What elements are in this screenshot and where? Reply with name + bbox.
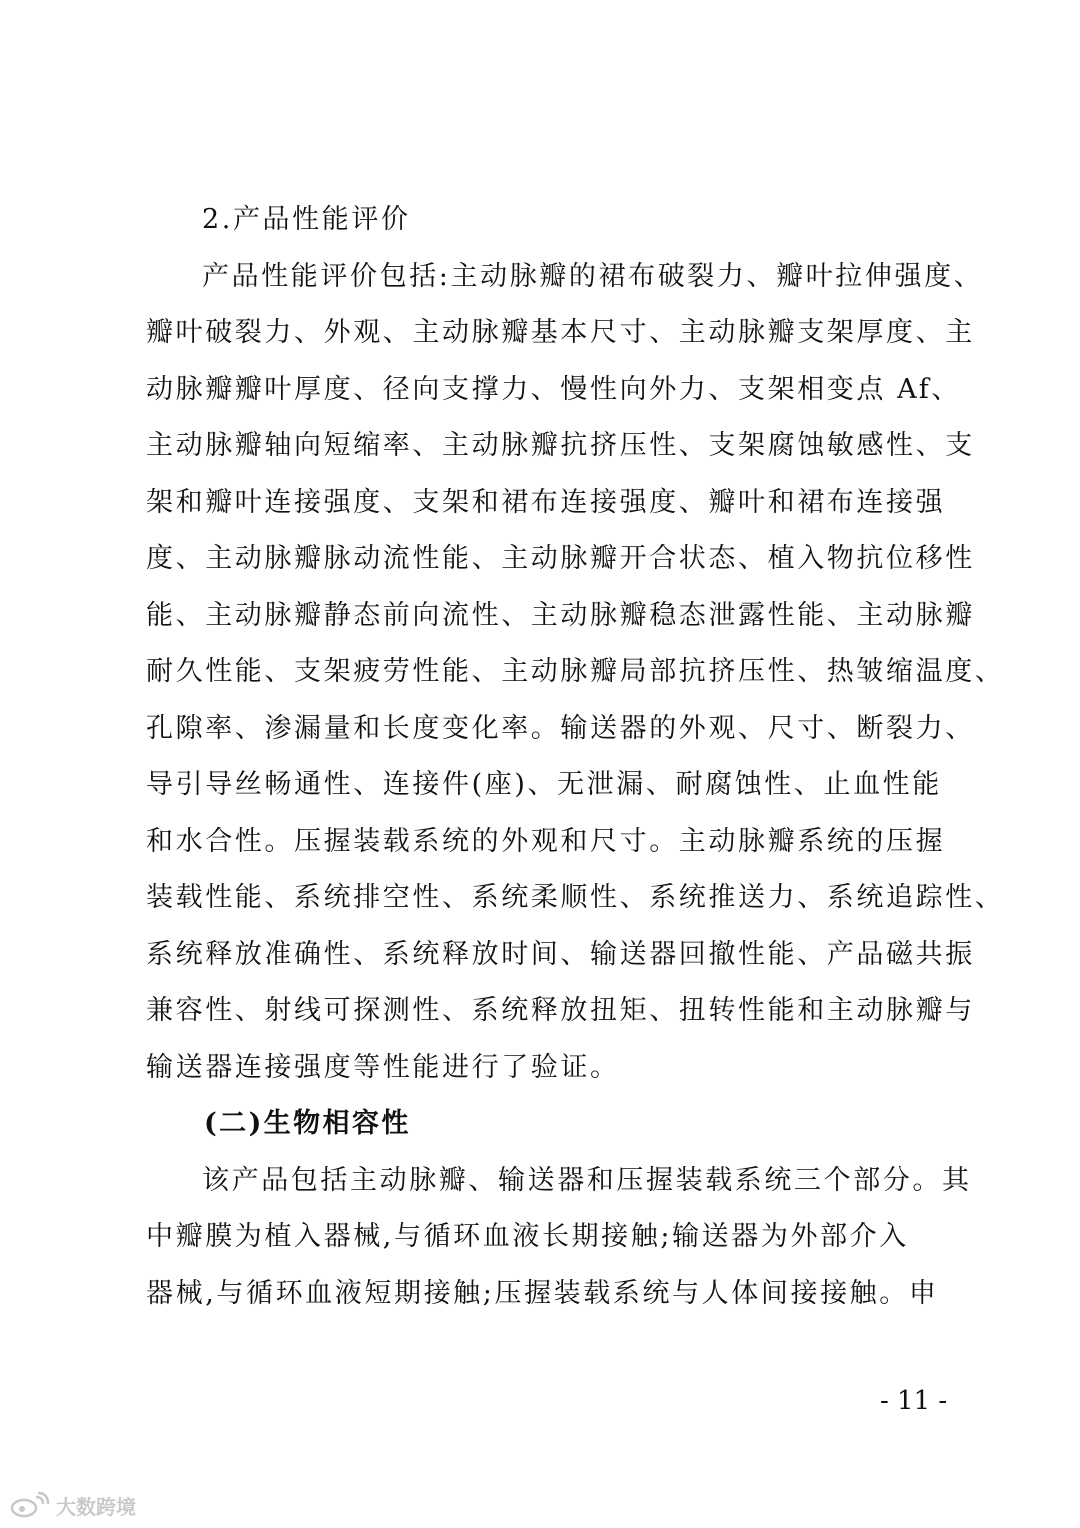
paragraph-line: 架和瓣叶连接强度、支架和裙布连接强度、瓣叶和裙布连接强 [146,487,946,518]
paragraph-line: 耐久性能、支架疲劳性能、主动脉瓣局部抗挤压性、热皱缩温度、 [146,656,1005,687]
section-heading: 2.产品性能评价 [202,204,411,235]
paragraph-line: 和水合性。压握装载系统的外观和尺寸。主动脉瓣系统的压握 [146,826,946,857]
paragraph-line: 动脉瓣瓣叶厚度、径向支撑力、慢性向外力、支架相变点 Af、 [146,374,961,405]
watermark [10,1490,136,1520]
paragraph-line: 器械,与循环血液短期接触;压握装载系统与人体间接接触。申 [146,1278,939,1309]
watermark-text: 大数跨境 [56,1494,136,1519]
subsection-heading: (二)生物相容性 [204,1108,411,1139]
paragraph-line: 能、主动脉瓣静态前向流性、主动脉瓣稳态泄露性能、主动脉瓣 [146,600,975,631]
paragraph-line: 瓣叶破裂力、外观、主动脉瓣基本尺寸、主动脉瓣支架厚度、主 [146,317,975,348]
paragraph-line: 装载性能、系统排空性、系统柔顺性、系统推送力、系统追踪性、 [146,882,1005,913]
paragraph-line: 系统释放准确性、系统释放时间、输送器回撤性能、产品磁共振 [146,939,975,970]
paragraph-line: 兼容性、射线可探测性、系统释放扭矩、扭转性能和主动脉瓣与 [146,995,975,1026]
page-number: - 11 - [880,1386,948,1416]
paragraph-line: 导引导丝畅通性、连接件(座)、无泄漏、耐腐蚀性、止血性能 [146,769,942,800]
paragraph-line: 该产品包括主动脉瓣、输送器和压握装载系统三个部分。其 [202,1165,972,1196]
paragraph-line: 孔隙率、渗漏量和长度变化率。输送器的外观、尺寸、断裂力、 [146,713,975,744]
weibo-logo-icon [10,1491,50,1519]
paragraph-line: 产品性能评价包括:主动脉瓣的裙布破裂力、瓣叶拉伸强度、 [202,261,984,292]
paragraph-line: 度、主动脉瓣脉动流性能、主动脉瓣开合状态、植入物抗位移性 [146,543,975,574]
paragraph-line: 中瓣膜为植入器械,与循环血液长期接触;输送器为外部介入 [146,1221,909,1252]
paragraph-line: 主动脉瓣轴向短缩率、主动脉瓣抗挤压性、支架腐蚀敏感性、支 [146,430,975,461]
paragraph-line: 输送器连接强度等性能进行了验证。 [146,1052,620,1083]
